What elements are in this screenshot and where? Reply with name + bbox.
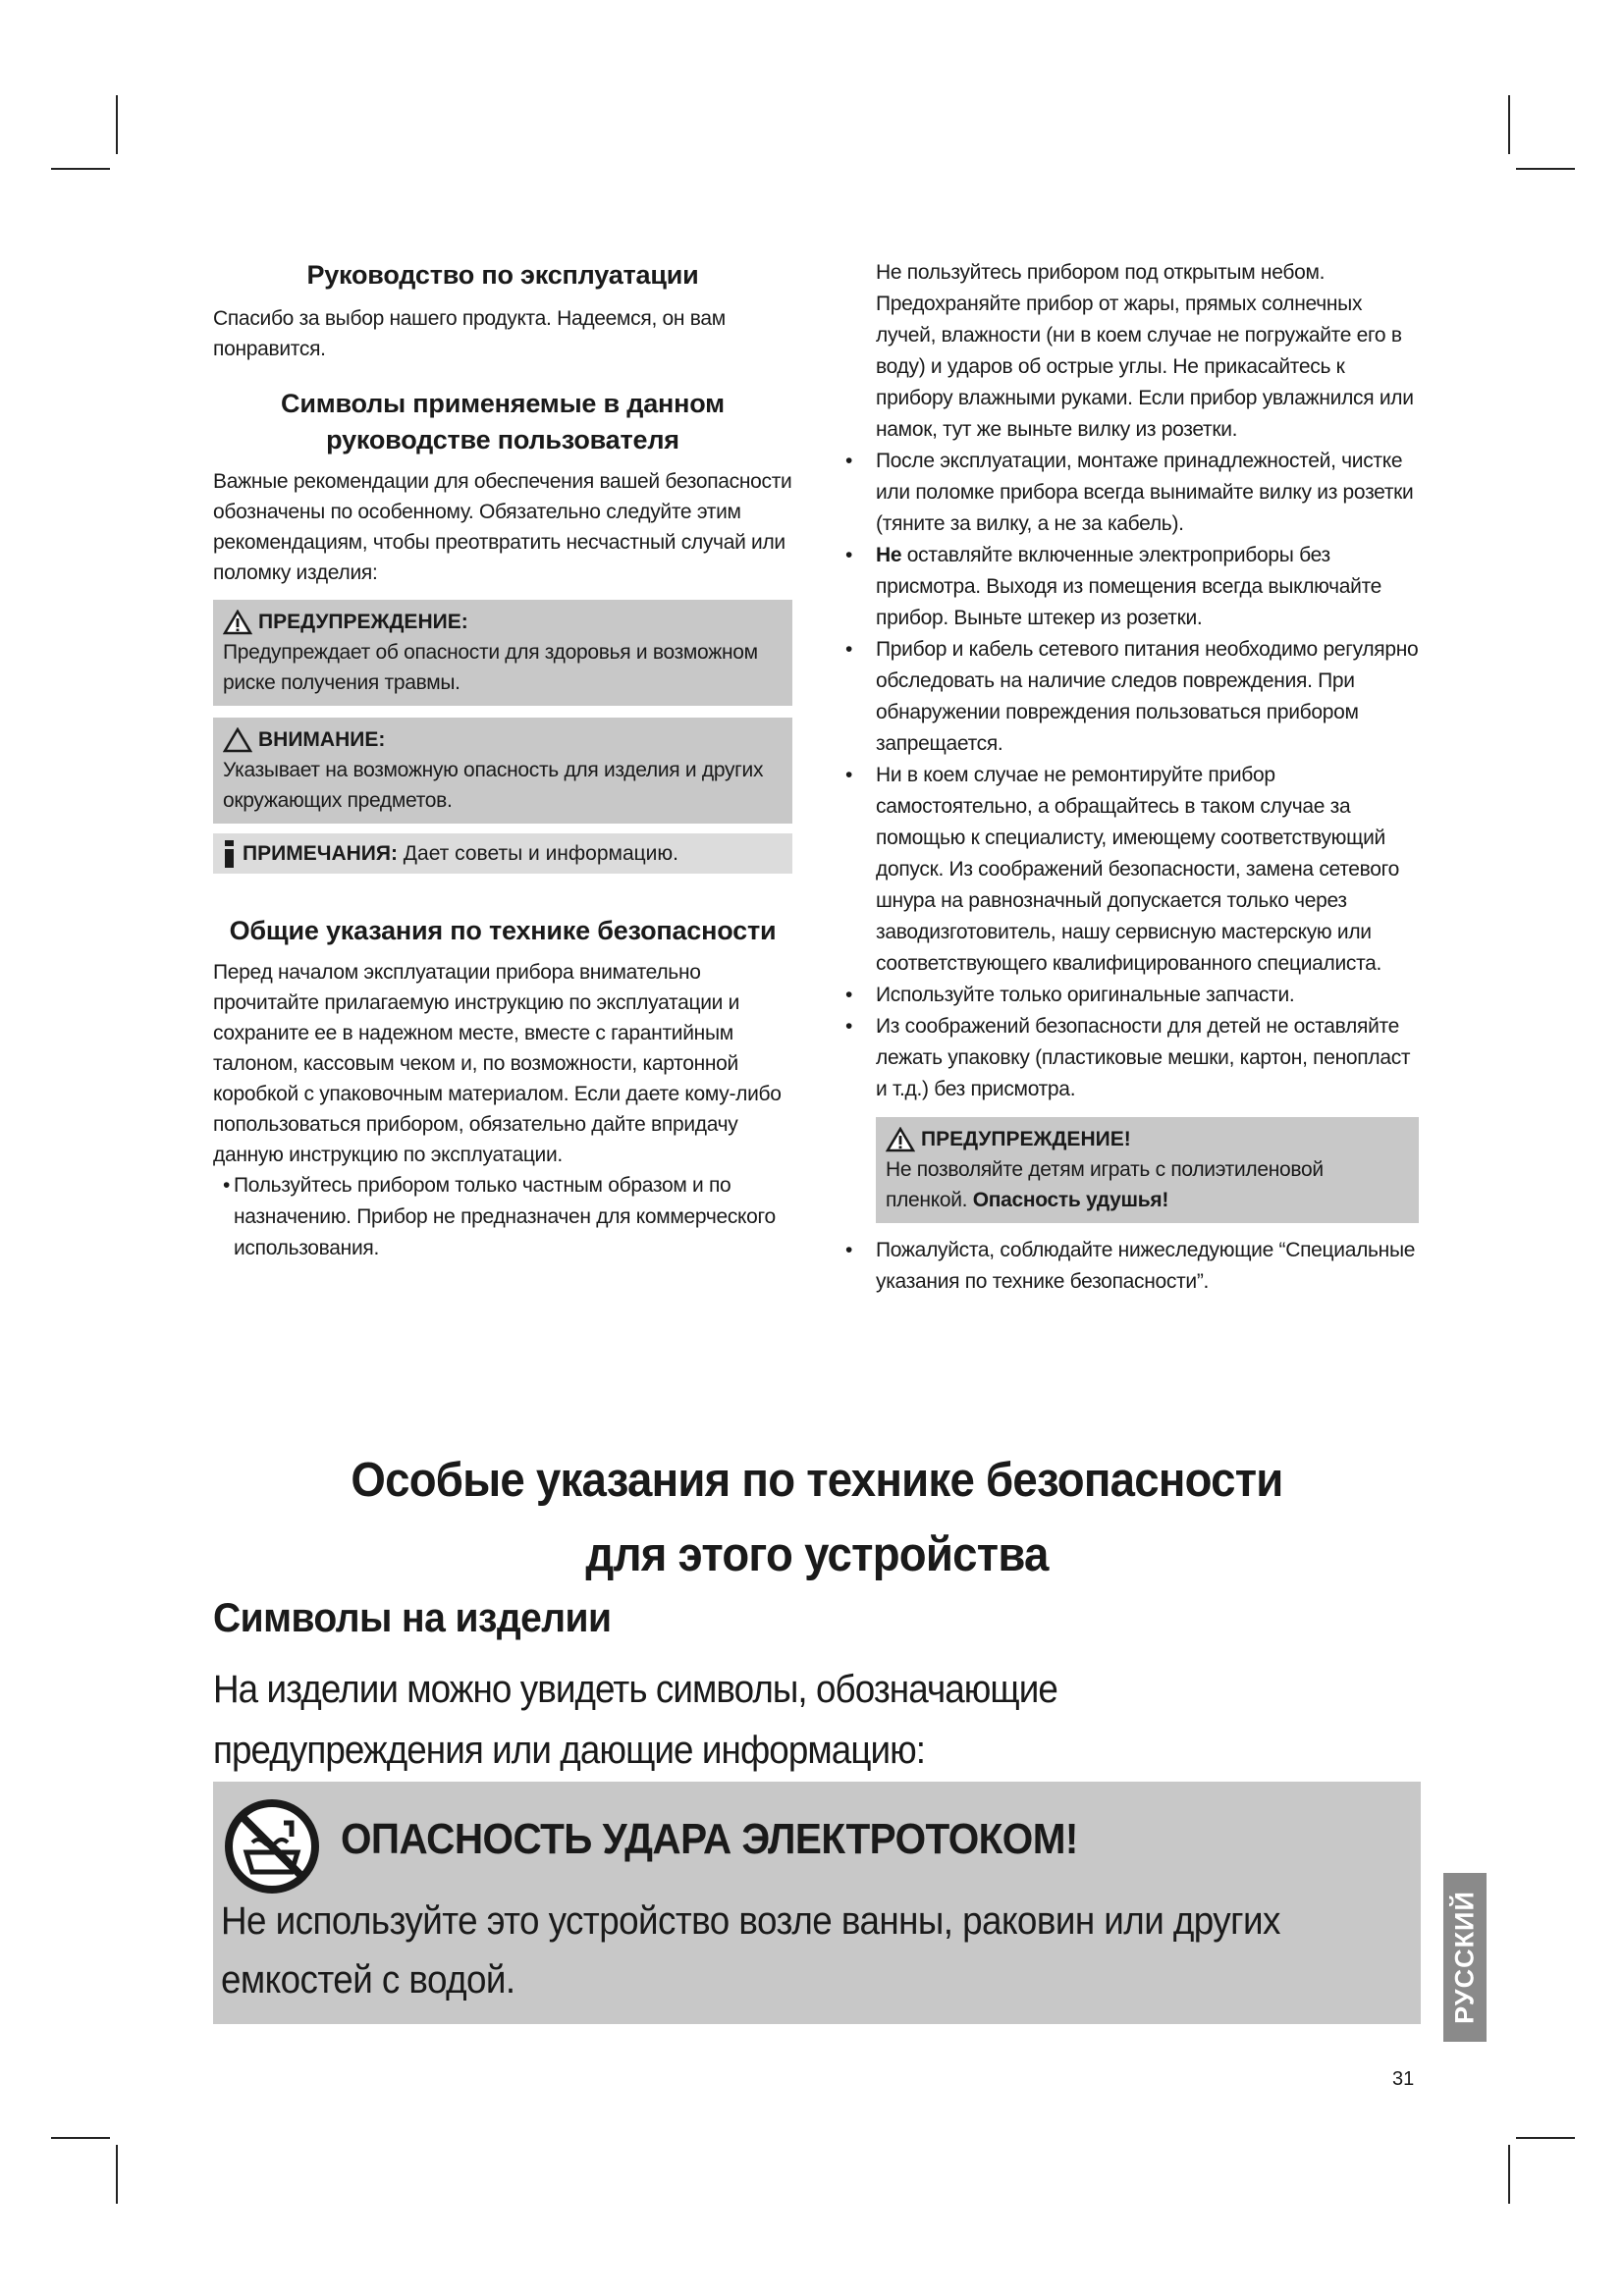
special-title-line1: Особые указания по технике безопасности [351, 1454, 1283, 1507]
special-title-line2: для этого устройства [585, 1528, 1049, 1581]
manual-title: Руководство по эксплуатации [306, 260, 699, 290]
language-label: РУССКИЙ [1449, 1891, 1480, 2024]
bullet-text: оставляйте включенные электроприборы без присмотра. Выходя из помещения всегда выключайте прибор. Выньте штекер из розетки. [876, 544, 1382, 629]
caution-triangle-icon [223, 727, 252, 753]
suffocation-warning: Опасность удушья! [972, 1189, 1169, 1211]
list-item [836, 760, 1419, 980]
crop-mark [51, 168, 110, 170]
caution-text: Указывает на возможную опасность для изделия и других окружающих предметов. [223, 759, 764, 812]
bullet-marker: • [845, 1015, 853, 1038]
info-icon [223, 840, 237, 868]
list-item [213, 1170, 792, 1264]
page-number: 31 [1392, 2068, 1415, 2090]
crop-mark [51, 2137, 110, 2139]
symbols-title-line2: руководстве пользователя [326, 425, 679, 454]
bullet-marker: • [845, 1239, 853, 1261]
bullet-text: Прибор и кабель сетевого питания необходимо регулярно обследовать на наличие следов повреждения. При обнаружении повреждения пользоваться прибором запрещается. [876, 638, 1419, 755]
bullet-bold-text: Не [876, 544, 902, 566]
warning-text: Предупреждает об опасности для здоровья и возможном риске получения травмы. [223, 641, 758, 694]
bullet-text: Ни в коем случае не ремонтируйте прибор самостоятельно, а обращайтесь в таком случае за помощью к специалисту, имеющему соответствующий допуск. Из соображений безопасности, замена сетевого шнура на равнозначный допускается только через заводизготовитель, нашу сервисную мастерскую или соответствующего квалифицированного специалиста. [876, 764, 1399, 975]
bullet-text: Пользуйтесь прибором только частным образом и по назначению. Прибор не предназначен для коммерческого использования. [234, 1174, 776, 1259]
note-label: ПРИМЕЧАНИЯ: [243, 842, 398, 865]
bullet-marker: • [845, 638, 853, 661]
general-text: Перед началом эксплуатации прибора внимательно прочитайте прилагаемую инструкцию по эксплуатации и сохраните ее в надежном месте, вместе с гарантийным талоном, кассовым чеком и, по возможности, картонной коробкой с упаковочным материалом. Если даете кому-либо попользоваться прибором, обязательно дайте впридачу данную инструкцию по эксплуатации. [213, 961, 782, 1166]
child-warning-body [886, 1154, 1409, 1215]
electric-shock-box [213, 1782, 1421, 2024]
caution-box-title [223, 724, 783, 755]
warning-box [213, 600, 792, 706]
special-safety-title [255, 1443, 1379, 1592]
list-item [836, 980, 1419, 1011]
symbols-text: Важные рекомендации для обеспечения вашей безопасности обозначены по особенному. Обязательно следуйте этим рекомендациям, чтобы преотвратить несчастный случай или поломку изделия: [213, 470, 792, 584]
symbols-title-line1: Символы применяемые в данном [281, 389, 725, 418]
bullet-marker: • [223, 1174, 231, 1197]
right-bullet-list [836, 446, 1419, 1105]
right-column [836, 257, 1419, 1298]
child-warning-box [876, 1117, 1419, 1223]
caution-title: ВНИМАНИЕ: [258, 728, 386, 751]
bullet-text: После эксплуатации, монтаже принадлежностей, чистке или поломке прибора всегда вынимайте вилку из розетки (тяните за вилку, а не за кабель). [876, 450, 1414, 535]
product-symbols-heading: Символы на изделии [213, 1594, 612, 1640]
right-bullet-list-2 [836, 1235, 1419, 1298]
crop-mark [1508, 2145, 1510, 2204]
crop-mark [116, 2145, 118, 2204]
warning-box-title [223, 607, 783, 637]
bullet-text: Используйте только оригинальные запчасти. [876, 984, 1295, 1006]
general-title: Общие указания по технике безопасности [229, 916, 777, 945]
left-bullet-list [213, 1170, 792, 1264]
crop-mark [1516, 168, 1575, 170]
warning-title: ПРЕДУПРЕЖДЕНИЕ: [258, 611, 468, 633]
note-box [213, 833, 792, 874]
caution-box [213, 718, 792, 824]
crop-mark [1516, 2137, 1575, 2139]
list-item [836, 1011, 1419, 1105]
electric-shock-text: Не используйте это устройство возле ванны, раковин или других емкостей с водой. [221, 1899, 1280, 2002]
bullet-text: Пожалуйста, соблюдайте нижеследующие “Специальные указания по технике безопасности”. [876, 1239, 1416, 1293]
list-item [836, 634, 1419, 760]
bullet-marker: • [845, 764, 853, 786]
crop-mark [1508, 95, 1510, 154]
child-warning-text: Не позволяйте детям играть с полиэтиленовой пленкой. [886, 1158, 1324, 1211]
list-item [836, 446, 1419, 540]
note-text: Дает советы и информацию. [397, 842, 678, 865]
child-warning-title-row [886, 1124, 1409, 1154]
list-item [836, 540, 1419, 634]
bullet-text: Из соображений безопасности для детей не оставляйте лежать упаковку (пластиковые мешки, картон, пенопласт и т.д.) без присмотра. [876, 1015, 1411, 1100]
list-item [836, 1235, 1419, 1298]
note-row [223, 838, 783, 869]
left-column [213, 257, 792, 1264]
bullet-marker: • [845, 984, 853, 1006]
no-water-use-icon [223, 1797, 321, 1896]
child-warning-title: ПРЕДУПРЕЖДЕНИЕ! [921, 1128, 1131, 1150]
electric-shock-title: ОПАСНОСТЬ УДАРА ЭЛЕКТРОТОКОМ! [341, 1815, 1078, 1863]
bullet-marker: • [845, 450, 853, 472]
warning-triangle-icon [223, 610, 252, 635]
language-tab [1443, 1873, 1487, 2042]
warning-triangle-icon [886, 1127, 915, 1152]
bullet-marker: • [845, 544, 853, 566]
continued-text: Не пользуйтесь прибором под открытым небом. Предохраняйте прибор от жары, прямых солнечных лучей, влажности (ни в коем случае не погружайте его в воду) и ударов об острые углы. Не прикасайтесь к прибору влажными руками. Если прибор увлажнился или намок, тут же выньте вилку из розетки. [876, 261, 1414, 441]
thanks-text: Спасибо за выбор нашего продукта. Надеемся, он вам понравится. [213, 307, 726, 360]
product-symbols-intro: На изделии можно увидеть символы, обозначающие предупреждения или дающие информацию: [213, 1668, 1057, 1772]
crop-mark [116, 95, 118, 154]
